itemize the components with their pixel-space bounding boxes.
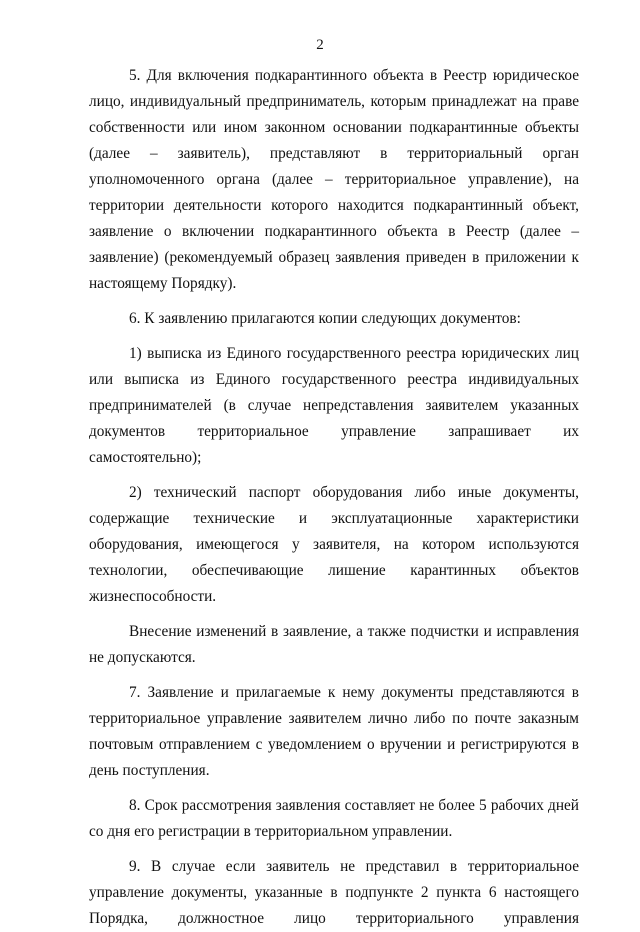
paragraph-6: 6. К заявлению прилагаются копии следующих документов: (129, 310, 521, 327)
paragraph-6-item-2: 2) технический паспорт оборудования либо иные документы, содержащие технические и эксплуатационные характеристики оборудования, имеющегося у заявителя, на котором используются технологии, обеспечивающие лишение карантинных объектов жизнеспособности. (89, 484, 579, 605)
page-number: 2 (316, 37, 324, 53)
paragraph-7: 7. Заявление и прилагаемые к нему документы представляются в территориальное управление заявителем лично либо по почте заказным почтовым отправлением с уведомлением о вручении и регистрируются в день поступления. (89, 684, 579, 779)
paragraph-6-item-1: 1) выписка из Единого государственного реестра юридических лиц или выписка из Единого государственного реестра индивидуальных предпринимателей (в случае непредставления заявителем указанных документов территориальное управление запрашивает их самостоятельно); (89, 345, 579, 466)
paragraph-9: 9. В случае если заявитель не представил в территориальное управление документы, указанные в подпункте 2 пункта 6 настоящего Порядка, должностное лицо территориального управления (89, 858, 579, 927)
paragraph-amendments-note: Внесение изменений в заявление, а также подчистки и исправления не допускаются. (89, 623, 579, 666)
paragraph-8: 8. Срок рассмотрения заявления составляет не более 5 рабочих дней со дня его регистрации в территориальном управлении. (89, 797, 579, 840)
document-body (89, 63, 579, 932)
paragraph-5: 5. Для включения подкарантинного объекта в Реестр юридическое лицо, индивидуальный предприниматель, которым принадлежат на праве собственности или ином законном основании подкарантинные объекты (далее – заявитель), представляют в территориальный орган уполномоченного органа (далее – территориальное управление), на территории деятельности которого находится подкарантинный объект, заявление о включении подкарантинного объекта в Реестр (далее – заявление) (рекомендуемый образец заявления приведен в приложении к настоящему Порядку). (89, 67, 579, 292)
